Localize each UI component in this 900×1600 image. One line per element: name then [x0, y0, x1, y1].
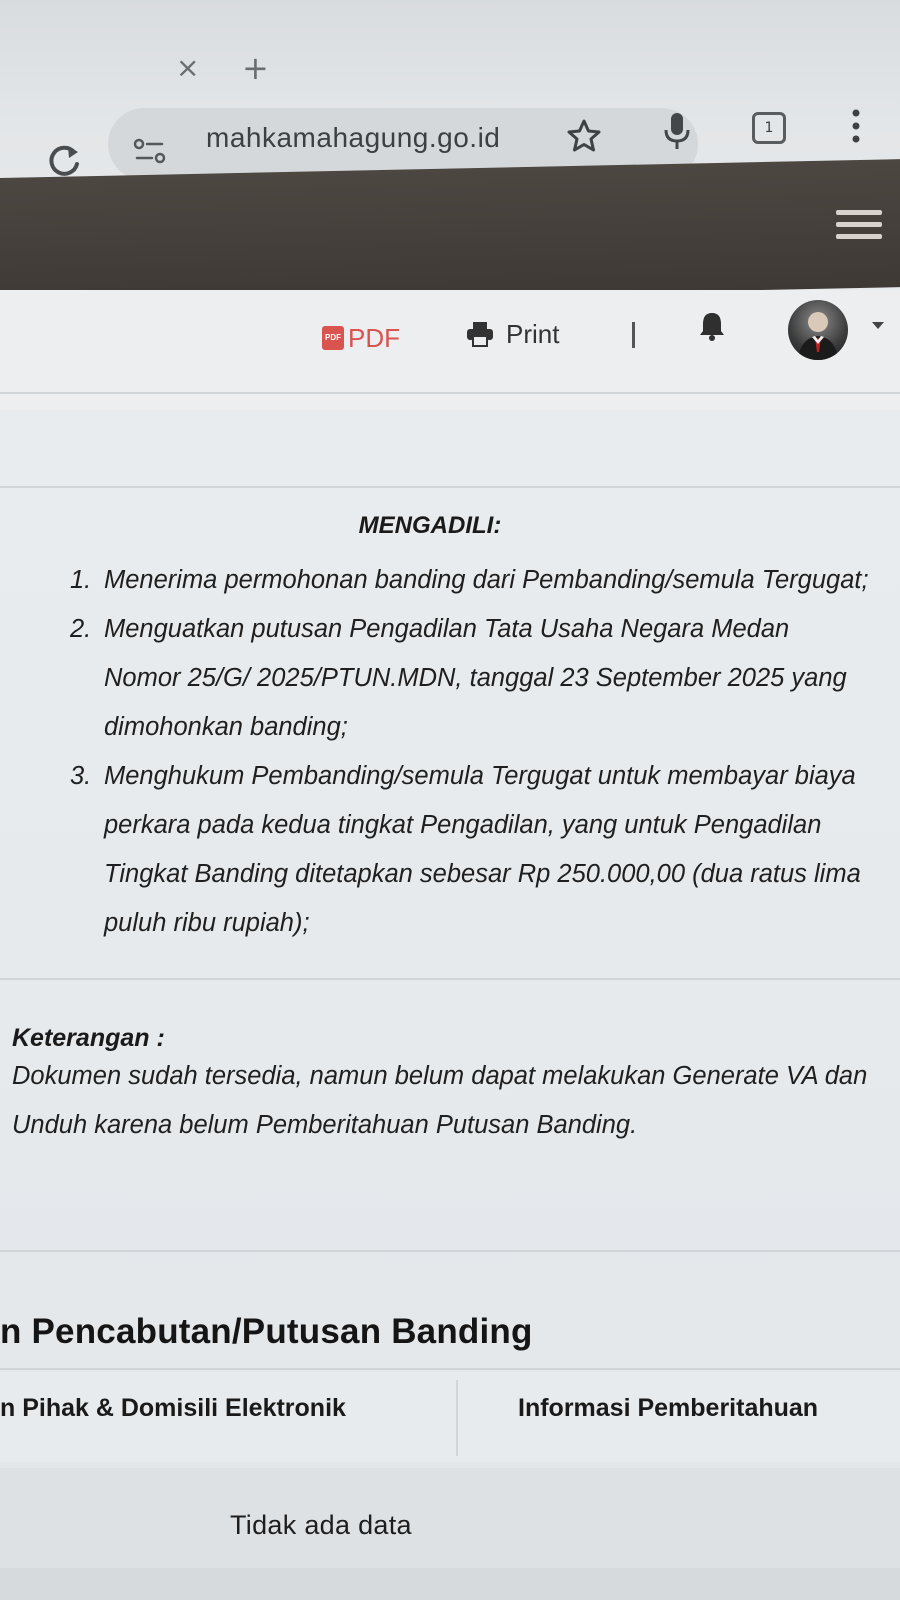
pdf-label: PDF — [348, 322, 400, 353]
user-photo — [788, 300, 848, 360]
divider — [0, 1250, 900, 1252]
verdict-item-number: 3. — [70, 762, 92, 790]
print-button[interactable] — [466, 314, 559, 354]
verdict-item-text: Menerima permohonan banding dari Pembanding/semula Tergugat; — [104, 566, 869, 594]
microphone-icon[interactable] — [660, 110, 694, 152]
avatar[interactable] — [788, 300, 848, 360]
reload-icon[interactable] — [44, 140, 84, 180]
hamburger-menu-icon[interactable] — [836, 208, 882, 242]
verdict-item — [70, 605, 870, 752]
tab-notification-info[interactable]: Informasi Pemberitahuan — [518, 1394, 819, 1422]
site-header-banner — [0, 159, 900, 306]
url-text[interactable]: mahkamahagung.go.id — [206, 122, 501, 153]
note-label: Keterangan : — [12, 1024, 165, 1052]
tab-switcher-icon[interactable]: 1 — [752, 112, 786, 144]
divider — [0, 392, 900, 394]
verdict-item-text: Menguatkan putusan Pengadilan Tata Usaha Negara Medan Nomor 25/G/ 2025/PTUN.MDN, tanggal 23 September 2025 yang dimohonkan banding; — [104, 615, 847, 741]
more-menu-icon[interactable] — [848, 106, 864, 146]
pdf-button[interactable] — [322, 318, 400, 358]
print-label: Print — [506, 318, 560, 349]
verdict-item — [70, 556, 870, 605]
note-text: Dokumen sudah tersedia, namun belum dapat melakukan Generate VA dan Unduh karena belum Pemberitahuan Putusan Banding. — [12, 1062, 868, 1139]
verdict-item-text: Menghukum Pembanding/semula Tergugat untuk membayar biaya perkara pada kedua tingkat Pengadilan, yang untuk Pengadilan Tingkat Banding ditetapkan sebesar Rp 250.000,00 (dua ratus lima puluh ribu rupiah); — [104, 762, 861, 937]
empty-state-text: Tidak ada data — [230, 1510, 412, 1540]
toolbar-separator — [632, 322, 635, 348]
caret-down-icon[interactable] — [872, 322, 884, 329]
verdict-list — [70, 556, 870, 948]
divider — [0, 1368, 900, 1370]
empty-table-row — [0, 1468, 900, 1568]
verdict-item-number: 2. — [70, 615, 92, 643]
new-tab-icon[interactable]: + — [242, 49, 269, 87]
tab-divider — [456, 1380, 458, 1456]
bookmark-star-icon[interactable] — [566, 118, 602, 154]
section-title: n Pencabutan/Putusan Banding — [0, 1312, 533, 1351]
verdict-item — [70, 752, 870, 948]
tab-close-icon[interactable]: × — [176, 51, 200, 84]
footer-band — [0, 1568, 900, 1600]
verdict-item-number: 1. — [70, 566, 92, 594]
bell-icon[interactable] — [698, 310, 726, 342]
divider — [0, 978, 900, 980]
pdf-icon: PDF — [322, 326, 344, 350]
verdict-heading: MENGADILI: — [358, 512, 502, 539]
divider — [0, 486, 900, 488]
site-info-icon[interactable] — [132, 136, 168, 166]
tab-parties-domicile[interactable]: n Pihak & Domisili Elektronik — [0, 1394, 346, 1422]
printer-icon — [466, 321, 494, 347]
